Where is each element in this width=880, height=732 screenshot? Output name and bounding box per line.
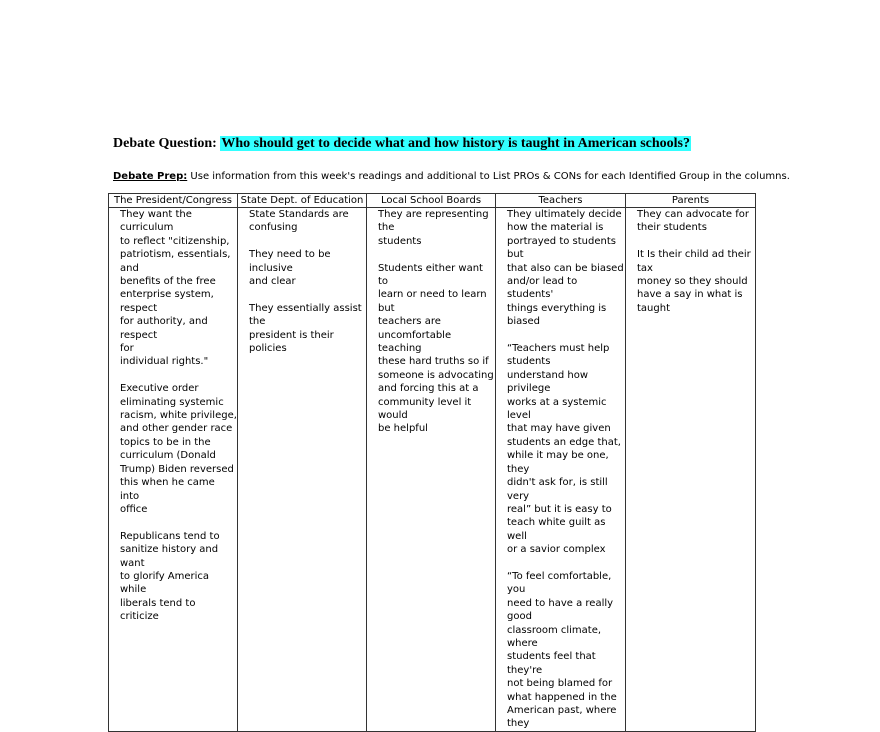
cell-paragraph: They are representing the students [378, 209, 489, 247]
table-header-row [109, 194, 756, 208]
cell-paragraph: They want the curriculum to reflect "citizenship, patriotism, essentials, and benefits of the free enterprise system, respect for authority, and respect for individual rights." [120, 209, 231, 368]
cell-paragraph: They can advocate for their students [637, 209, 749, 234]
cell-paragraph: Republicans tend to sanitize history and want to glorify America while liberals tend to criticize [120, 530, 220, 623]
header-teachers: Teachers [496, 194, 626, 208]
cell-school-boards [367, 208, 496, 732]
cell-paragraph: Students either want to learn or need to learn but teachers are uncomfortable teaching these hard truths so if someone is advocating and forcing this at a community level it would be helpful [378, 262, 494, 435]
cell-paragraph: “To feel comfortable, you need to have a really good classroom climate, where students feel that they're not being blamed for what happened in the American past, where they [507, 570, 617, 730]
cell-paragraph: State Standards are confusing [249, 209, 349, 234]
debate-prep-text: Use information from this week's readings and additional to List PROs & CONs for each Identified Group in the columns. [190, 171, 790, 182]
pros-cons-table [108, 193, 756, 732]
cell-paragraph: It Is their child ad their tax money so they should have a say in what is taught [637, 249, 751, 314]
cell-paragraph: Executive order eliminating systemic racism, white privilege, and other gender race topics to be in the curriculum (Donald Trump) Biden reversed this when he came into office [120, 383, 237, 515]
table-row [109, 208, 756, 732]
debate-prep-label: Debate Prep: [113, 171, 188, 182]
header-state-dept: State Dept. of Education [238, 194, 367, 208]
cell-paragraph: They need to be inclusive and clear [249, 249, 331, 288]
cell-paragraph: “Teachers must help students understand how privilege works at a systemic level that may have given students an edge that, while it may be one, they didn't ask for, is still very real” but it is easy to teach white guilt as well or a savior complex [507, 343, 621, 556]
cell-paragraph: They ultimately decide how the material is portrayed to students but that also can be biased and/or lead to students' things everything is biased [507, 209, 624, 328]
debate-question-text: Who should get to decide what and how history is taught in American schools? [221, 136, 690, 151]
debate-question [113, 136, 691, 152]
cell-state-dept [238, 208, 367, 732]
debate-question-label: Debate Question: [113, 136, 217, 151]
header-president-congress: The President/Congress [109, 194, 238, 208]
header-school-boards: Local School Boards [367, 194, 496, 208]
header-parents: Parents [626, 194, 756, 208]
cell-president-congress [109, 208, 238, 732]
cell-teachers [496, 208, 626, 732]
cell-parents [626, 208, 756, 732]
cell-paragraph: They essentially assist the president is their policies [249, 302, 362, 355]
debate-prep [113, 171, 790, 182]
